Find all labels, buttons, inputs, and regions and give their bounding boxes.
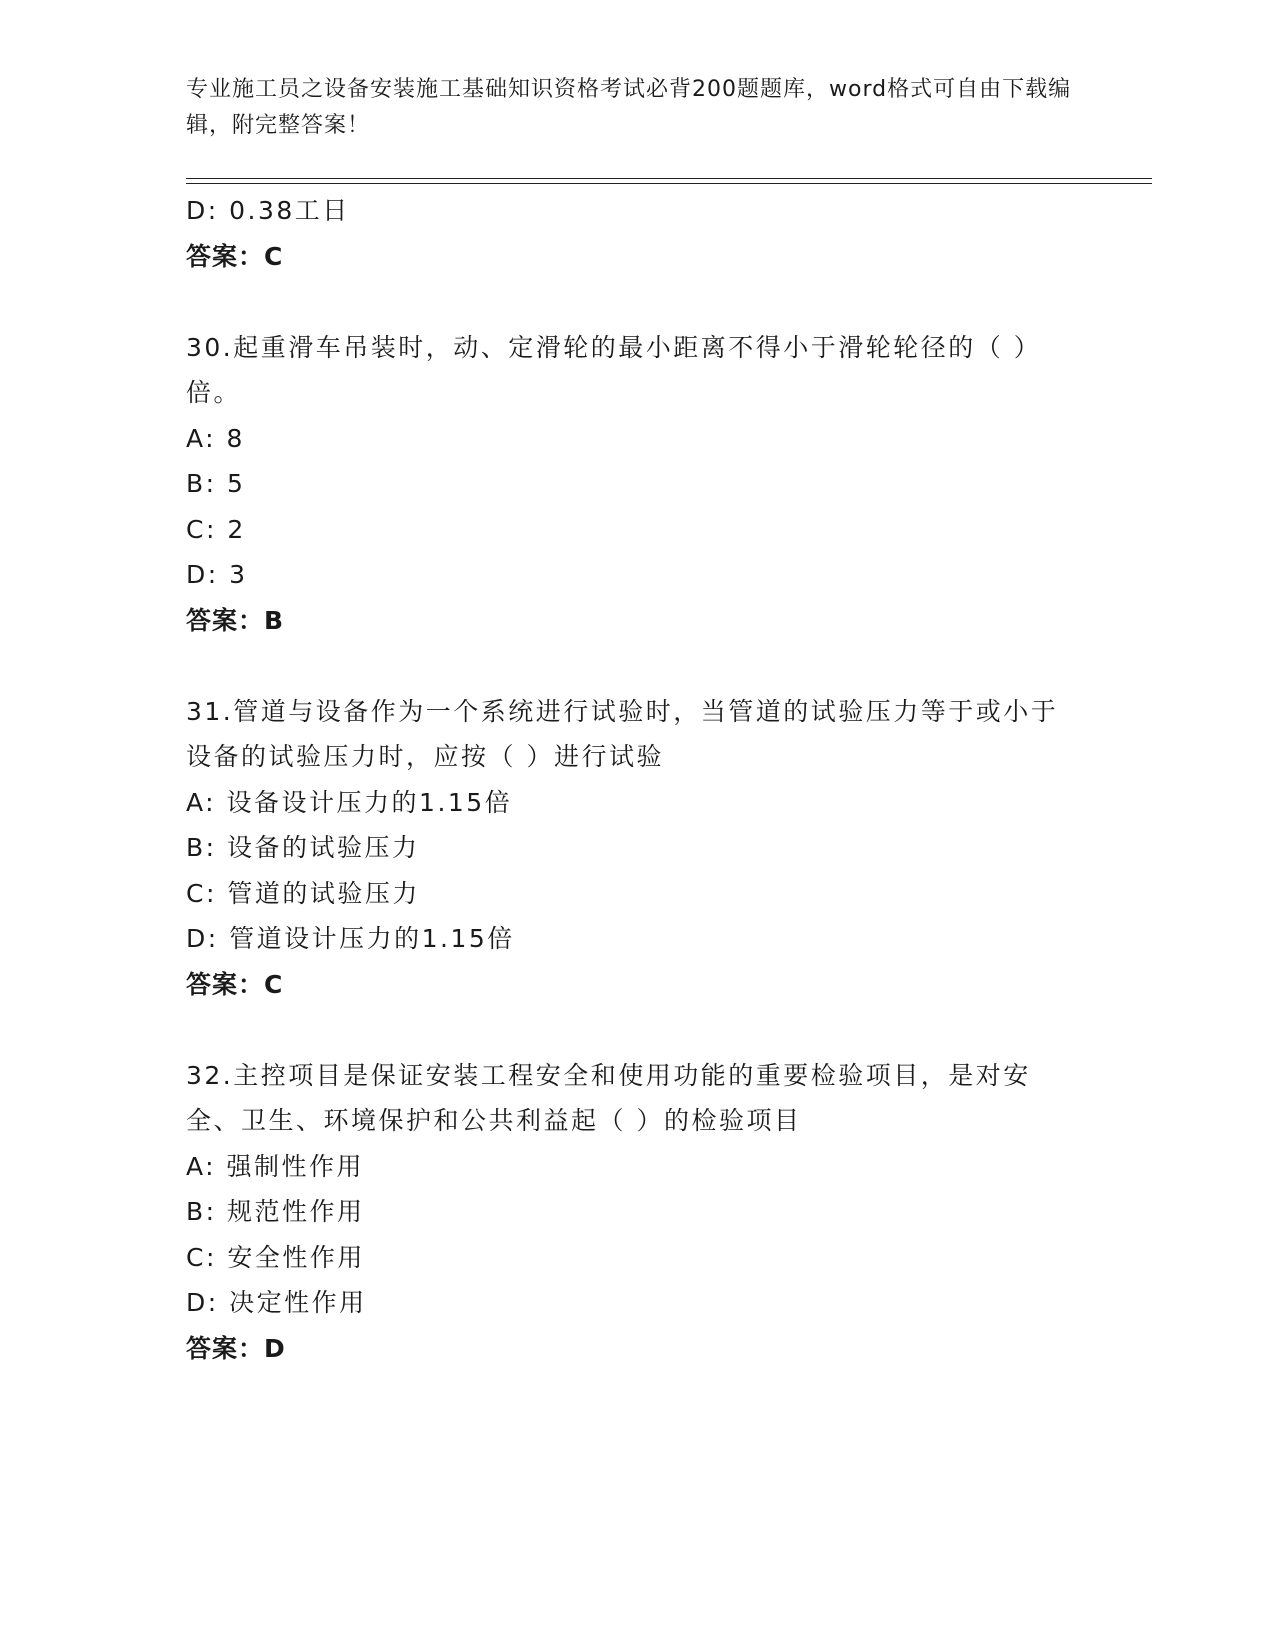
spacer (186, 643, 1086, 689)
header-rule-bottom (186, 183, 1152, 184)
fragment-answer: 答案：C (186, 241, 284, 271)
document-header: 专业施工员之设备安装施工基础知识资格考试必背200题题库，word格式可自由下载编辑，附完整答案！ (186, 77, 1072, 138)
option-c: C: 2 (186, 514, 246, 544)
option-a: A: 8 (186, 423, 245, 453)
question-answer: 答案：C (186, 969, 284, 999)
question-32 (186, 1053, 1086, 1372)
header-rule-top (186, 178, 1152, 179)
question-answer: 答案：B (186, 605, 285, 635)
option-b: B: 设备的试验压力 (186, 833, 420, 862)
question-stem: 32.主控项目是保证安装工程安全和使用功能的重要检验项目，是对安全、卫生、环境保护和公共利益起（ ）的检验项目 (186, 1060, 1031, 1135)
option-b: B: 规范性作用 (186, 1197, 365, 1226)
question-stem: 30.起重滑车吊装时，动、定滑轮的最小距离不得小于滑轮轮径的（ ）倍。 (186, 332, 1042, 407)
question-answer: 答案：D (186, 1333, 286, 1363)
option-d: D: 决定性作用 (186, 1288, 367, 1317)
option-d: D: 管道设计压力的1.15倍 (186, 924, 515, 953)
option-a: A: 设备设计压力的1.15倍 (186, 787, 513, 817)
option-d: D: 3 (186, 560, 248, 589)
option-c: C: 安全性作用 (186, 1242, 365, 1272)
spacer (186, 279, 1086, 325)
spacer (186, 1007, 1086, 1053)
question-31 (186, 689, 1086, 1008)
option-c: C: 管道的试验压力 (186, 878, 420, 908)
document-body (186, 188, 1086, 1371)
option-b: B: 5 (186, 469, 246, 498)
option-a: A: 强制性作用 (186, 1151, 365, 1181)
fragment-option-d: D: 0.38工日 (186, 196, 350, 225)
question-stem: 31.管道与设备作为一个系统进行试验时，当管道的试验压力等于或小于设备的试验压力时，应按（ ）进行试验 (186, 696, 1059, 771)
question-30 (186, 325, 1086, 644)
